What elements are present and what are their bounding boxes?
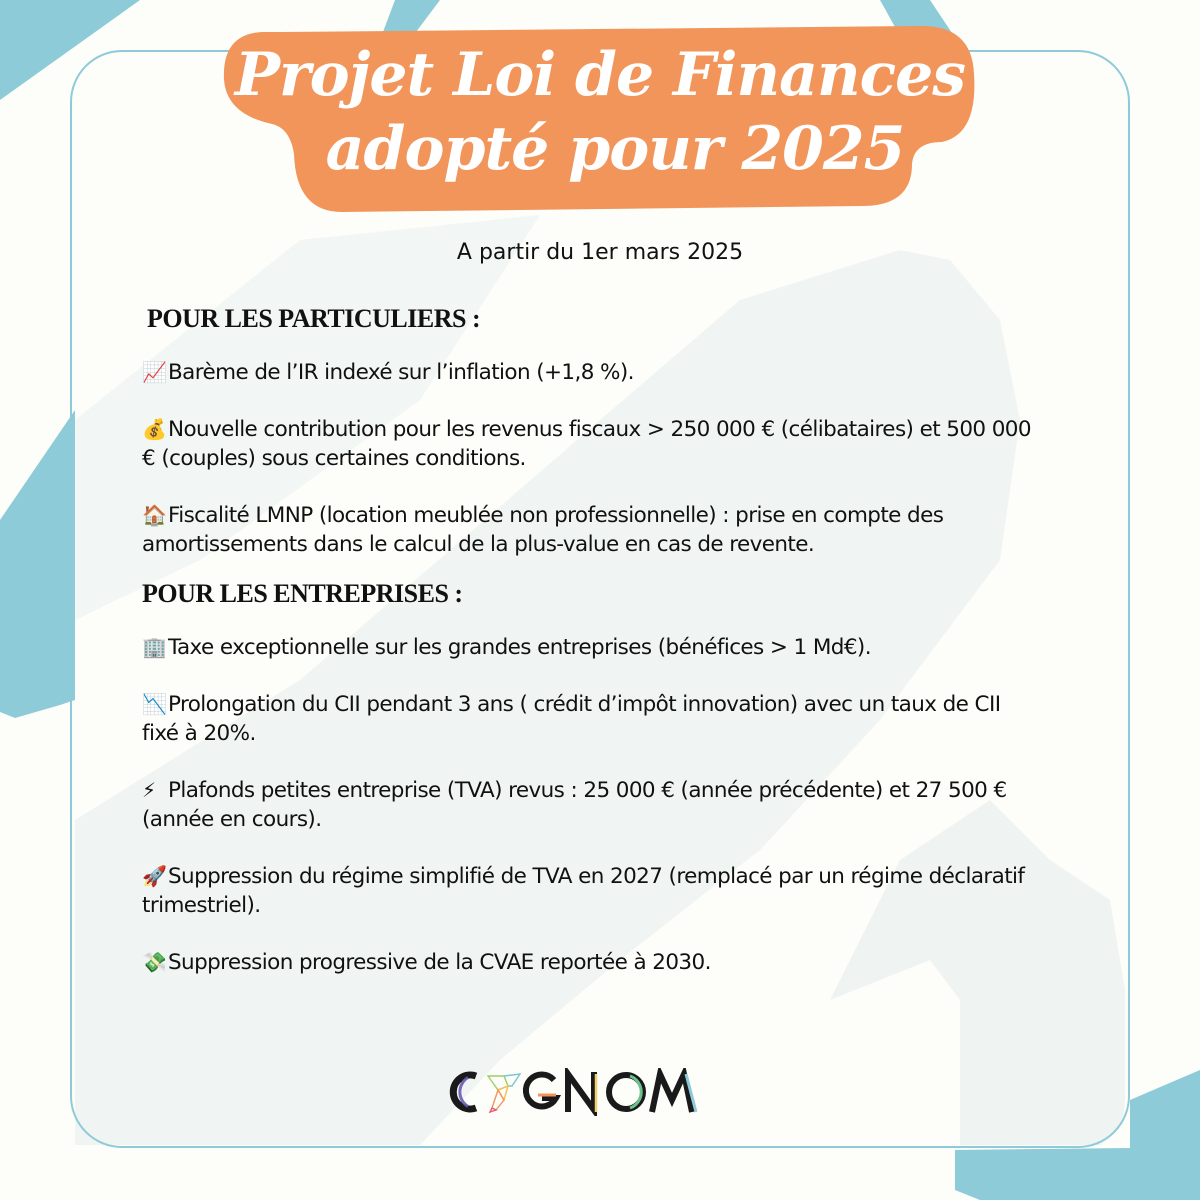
- list-item: [142, 633, 1042, 662]
- rocket-icon: 🚀: [142, 864, 167, 888]
- item-text: Barème de l’IR indexé sur l’inflation (+1,8 %).: [168, 360, 634, 385]
- item-text: Fiscalité LMNP (location meublée non professionnelle) : prise en compte des amortissements dans le calcul de la plus-value en cas de revente.: [142, 503, 944, 557]
- content-body: [142, 300, 1042, 977]
- section-heading-entreprises: POUR LES ENTREPRISES :: [142, 579, 463, 608]
- item-text: Prolongation du CII pendant 3 ans ( crédit d’impôt innovation) avec un taux de CII fixé à 20%.: [142, 692, 1001, 746]
- house-icon: 🏠: [142, 503, 167, 527]
- origami-bird-icon: [488, 1074, 520, 1112]
- item-text: Suppression progressive de la CVAE reportée à 2030.: [168, 950, 711, 975]
- list-item: [142, 862, 1042, 920]
- list-item: [142, 415, 1042, 473]
- effective-date: A partir du 1er mars 2025: [456, 240, 744, 265]
- page-title: [200, 38, 1000, 186]
- item-text: Suppression du régime simplifié de TVA en 2027 (remplacé par un régime déclaratif trimestriel).: [142, 864, 1025, 918]
- list-item: [142, 690, 1042, 748]
- money-bag-icon: 💰: [142, 417, 167, 441]
- list-item: [142, 776, 1042, 834]
- title-line-1: Projet Loi de Finances: [234, 40, 966, 110]
- list-item: [142, 358, 1042, 387]
- lightning-icon: ⚡: [142, 778, 156, 802]
- item-text: Plafonds petites entreprise (TVA) revus : 25 000 € (année précédente) et 27 500 € (année en cours).: [142, 778, 1007, 832]
- chart-increasing-icon: 📈: [142, 360, 167, 384]
- office-building-icon: 🏢: [142, 635, 167, 659]
- list-item: [142, 501, 1042, 559]
- section-heading-particuliers: POUR LES PARTICULIERS :: [147, 304, 481, 333]
- title-line-2: adopté pour 2025: [325, 114, 905, 184]
- list-item: [142, 948, 1042, 977]
- item-text: Taxe exceptionnelle sur les grandes entreprises (bénéfices > 1 Md€).: [168, 635, 871, 660]
- item-text: Nouvelle contribution pour les revenus fiscaux > 250 000 € (célibataires) et 500 000 € (couples) sous certaines conditions.: [142, 417, 1031, 471]
- chart-decreasing-icon: 📉: [142, 692, 167, 716]
- cygnom-logo: [446, 1068, 708, 1116]
- money-wings-icon: 💸: [142, 950, 167, 974]
